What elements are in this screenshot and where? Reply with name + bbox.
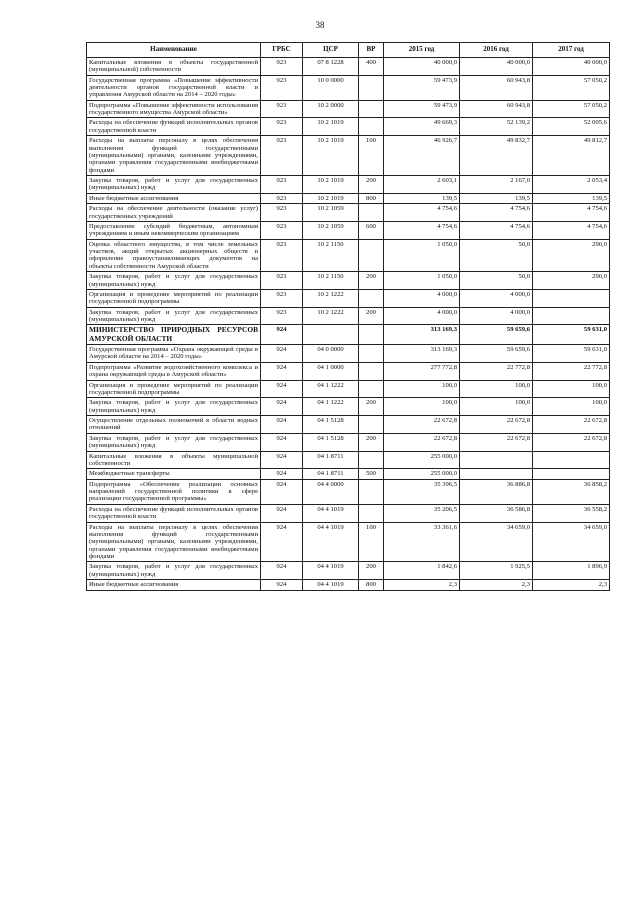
cell-grbs: 924 [261, 522, 303, 562]
table-row [87, 562, 610, 580]
cell-vr: 500 [359, 469, 384, 479]
cell-csr: 10 2 1059 [303, 221, 359, 239]
cell-vr: 400 [359, 57, 384, 75]
cell-grbs: 923 [261, 307, 303, 325]
header-2016: 2016 год [460, 43, 533, 58]
cell-2015: 59 473,9 [384, 100, 460, 118]
cell-2016: 50,0 [460, 239, 533, 272]
cell-csr: 04 4 0000 [303, 479, 359, 504]
cell-vr: 200 [359, 272, 384, 290]
table-row [87, 479, 610, 504]
cell-2017: 57 050,2 [533, 75, 610, 100]
cell-2016: 40 000,0 [460, 57, 533, 75]
cell-2016: 4 754,6 [460, 204, 533, 222]
cell-2016: 22 672,8 [460, 416, 533, 434]
cell-grbs: 924 [261, 380, 303, 398]
cell-csr: 04 1 1222 [303, 398, 359, 416]
cell-2015: 139,5 [384, 193, 460, 203]
cell-name: Межбюджетные трансферты [87, 469, 261, 479]
cell-2016: 100,0 [460, 380, 533, 398]
cell-2017: 139,5 [533, 193, 610, 203]
cell-grbs: 923 [261, 204, 303, 222]
cell-csr: 10 0 0000 [303, 75, 359, 100]
cell-2017 [533, 289, 610, 307]
cell-csr: 10 2 1019 [303, 193, 359, 203]
cell-2015: 1 050,0 [384, 272, 460, 290]
cell-csr: 04 4 1019 [303, 580, 359, 590]
table-row [87, 416, 610, 434]
cell-csr: 10 2 1059 [303, 204, 359, 222]
cell-name: Организация и проведение мероприятий по реализации государственной подпрограммы [87, 289, 261, 307]
cell-csr: 04 1 0000 [303, 362, 359, 380]
cell-2017: 57 050,2 [533, 100, 610, 118]
cell-grbs: 923 [261, 118, 303, 136]
cell-2015: 46 926,7 [384, 136, 460, 176]
cell-csr: 04 1 8711 [303, 469, 359, 479]
cell-2015: 2 603,1 [384, 176, 460, 194]
cell-2015: 277 772,8 [384, 362, 460, 380]
cell-2015: 35 396,5 [384, 479, 460, 504]
cell-grbs: 923 [261, 75, 303, 100]
cell-grbs: 924 [261, 398, 303, 416]
table-row [87, 504, 610, 522]
cell-name: Закупка товаров, работ и услуг для государственных (муниципальных) нужд [87, 433, 261, 451]
table-row [87, 272, 610, 290]
cell-2016: 2 167,0 [460, 176, 533, 194]
header-csr: ЦСР [303, 43, 359, 58]
cell-vr: 800 [359, 580, 384, 590]
cell-2017: 59 631,0 [533, 325, 610, 345]
table-row [87, 325, 610, 345]
cell-csr: 10 2 1019 [303, 176, 359, 194]
cell-2017: 22 672,8 [533, 416, 610, 434]
cell-2017: 22 672,8 [533, 433, 610, 451]
table-row [87, 380, 610, 398]
cell-2017: 59 631,0 [533, 345, 610, 363]
cell-vr: 600 [359, 221, 384, 239]
cell-name: Расходы на обеспечение деятельности (оказание услуг) государственных учреждений [87, 204, 261, 222]
cell-vr [359, 100, 384, 118]
cell-name: Иные бюджетные ассигнования [87, 580, 261, 590]
cell-2016: 36 586,8 [460, 504, 533, 522]
cell-2016: 60 943,8 [460, 75, 533, 100]
cell-2016: 2,3 [460, 580, 533, 590]
table-body [87, 57, 610, 590]
cell-2016: 4 754,6 [460, 221, 533, 239]
cell-vr [359, 289, 384, 307]
table-row [87, 469, 610, 479]
cell-grbs: 923 [261, 272, 303, 290]
cell-2017 [533, 451, 610, 469]
cell-grbs: 924 [261, 451, 303, 469]
cell-2015: 40 000,0 [384, 57, 460, 75]
cell-grbs: 923 [261, 289, 303, 307]
cell-2016: 59 659,6 [460, 325, 533, 345]
cell-2015: 313 169,3 [384, 325, 460, 345]
table-row [87, 100, 610, 118]
cell-vr [359, 362, 384, 380]
cell-grbs: 924 [261, 580, 303, 590]
cell-2016: 52 139,2 [460, 118, 533, 136]
cell-csr: 04 4 1019 [303, 504, 359, 522]
table-row [87, 176, 610, 194]
cell-2016 [460, 469, 533, 479]
table-row [87, 345, 610, 363]
cell-2017: 100,0 [533, 398, 610, 416]
cell-2016: 60 943,8 [460, 100, 533, 118]
cell-vr [359, 504, 384, 522]
cell-2016: 49 832,7 [460, 136, 533, 176]
cell-vr: 100 [359, 136, 384, 176]
cell-name: Закупка товаров, работ и услуг для государственных (муниципальных) нужд [87, 176, 261, 194]
cell-2017: 40 000,0 [533, 57, 610, 75]
cell-name: Расходы на обеспечение функций исполнительных органов государственной власти [87, 118, 261, 136]
cell-2015: 2,3 [384, 580, 460, 590]
page-number: 38 [315, 20, 325, 30]
cell-2017: 290,0 [533, 272, 610, 290]
cell-csr: 04 1 5128 [303, 433, 359, 451]
cell-grbs: 924 [261, 479, 303, 504]
table-row [87, 75, 610, 100]
cell-2015: 255 000,0 [384, 469, 460, 479]
cell-grbs: 923 [261, 221, 303, 239]
cell-csr: 10 2 1019 [303, 118, 359, 136]
table-row [87, 398, 610, 416]
cell-vr: 200 [359, 562, 384, 580]
cell-name: Подпрограмма «Повышение эффективности использования государственного имущества Амурской области» [87, 100, 261, 118]
cell-2017: 100,0 [533, 380, 610, 398]
table-row [87, 433, 610, 451]
cell-2016: 36 886,8 [460, 479, 533, 504]
cell-csr: 10 2 0000 [303, 100, 359, 118]
table-row [87, 289, 610, 307]
cell-vr [359, 345, 384, 363]
cell-vr [359, 239, 384, 272]
cell-2016: 22 772,8 [460, 362, 533, 380]
cell-2015: 22 672,8 [384, 416, 460, 434]
cell-vr [359, 451, 384, 469]
cell-2015: 22 672,8 [384, 433, 460, 451]
cell-2015: 4 754,6 [384, 204, 460, 222]
cell-csr: 04 1 1222 [303, 380, 359, 398]
cell-2015: 313 169,3 [384, 345, 460, 363]
cell-grbs: 923 [261, 57, 303, 75]
cell-grbs: 924 [261, 433, 303, 451]
cell-name: Государственная программа «Охрана окружающей среды в Амурской области на 2014 – 2020 годы» [87, 345, 261, 363]
cell-grbs: 924 [261, 325, 303, 345]
cell-csr: 04 0 0000 [303, 345, 359, 363]
cell-grbs: 924 [261, 562, 303, 580]
cell-2017: 2,3 [533, 580, 610, 590]
cell-vr [359, 118, 384, 136]
header-name: Наименование [87, 43, 261, 58]
header-2017: 2017 год [533, 43, 610, 58]
header-grbs: ГРБС [261, 43, 303, 58]
cell-2015: 1 842,6 [384, 562, 460, 580]
cell-csr: 10 2 1222 [303, 289, 359, 307]
table-row [87, 522, 610, 562]
cell-vr: 200 [359, 176, 384, 194]
cell-csr: 04 4 1019 [303, 562, 359, 580]
cell-name: Осуществление отдельных полномочий в области водных отношений [87, 416, 261, 434]
cell-2016: 59 659,6 [460, 345, 533, 363]
cell-grbs: 924 [261, 504, 303, 522]
cell-vr [359, 416, 384, 434]
cell-csr: 04 4 1019 [303, 522, 359, 562]
cell-2016: 4 000,0 [460, 289, 533, 307]
cell-vr: 200 [359, 307, 384, 325]
cell-2016: 22 672,8 [460, 433, 533, 451]
cell-name: Организация и проведение мероприятий по реализации государственной подпрограммы [87, 380, 261, 398]
cell-vr: 800 [359, 193, 384, 203]
cell-grbs: 924 [261, 469, 303, 479]
cell-2017: 22 772,8 [533, 362, 610, 380]
cell-name: Капитальные вложения в объекты муниципальной собственности [87, 451, 261, 469]
cell-vr [359, 380, 384, 398]
table-row [87, 451, 610, 469]
cell-2015: 4 000,0 [384, 289, 460, 307]
cell-2017 [533, 469, 610, 479]
cell-name: Закупка товаров, работ и услуг для государственных (муниципальных) нужд [87, 307, 261, 325]
cell-vr: 100 [359, 522, 384, 562]
cell-2017: 4 754,6 [533, 221, 610, 239]
cell-2015: 1 050,0 [384, 239, 460, 272]
table-row [87, 239, 610, 272]
cell-vr [359, 204, 384, 222]
table-row [87, 580, 610, 590]
cell-csr [303, 325, 359, 345]
cell-grbs: 924 [261, 345, 303, 363]
cell-2017: 34 659,0 [533, 522, 610, 562]
cell-vr: 200 [359, 398, 384, 416]
table-row [87, 57, 610, 75]
cell-2015: 4 000,0 [384, 307, 460, 325]
cell-2015: 4 754,6 [384, 221, 460, 239]
cell-name: Предоставление субсидий бюджетным, автономным учреждениям и иным некоммерческим организациям [87, 221, 261, 239]
cell-2016: 100,0 [460, 398, 533, 416]
cell-2015: 49 669,3 [384, 118, 460, 136]
budget-table [86, 42, 610, 591]
cell-2015: 33 361,6 [384, 522, 460, 562]
cell-2016: 4 000,0 [460, 307, 533, 325]
cell-2017 [533, 307, 610, 325]
header-vr: ВР [359, 43, 384, 58]
table-row [87, 221, 610, 239]
cell-name: Капитальные вложения в объекты государственной (муниципальной) собственности [87, 57, 261, 75]
cell-vr [359, 325, 384, 345]
cell-2015: 100,0 [384, 380, 460, 398]
cell-name: Государственная программа «Повышение эффективности деятельности органов государственной власти и управления Амурской области на 2014 – 2020 годы» [87, 75, 261, 100]
cell-2016: 1 925,5 [460, 562, 533, 580]
cell-2017: 49 812,7 [533, 136, 610, 176]
cell-2017: 2 053,4 [533, 176, 610, 194]
cell-csr: 10 2 1150 [303, 239, 359, 272]
cell-grbs: 923 [261, 239, 303, 272]
cell-name: Закупка товаров, работ и услуг для государственных (муниципальных) нужд [87, 562, 261, 580]
table-row [87, 193, 610, 203]
cell-grbs: 923 [261, 136, 303, 176]
table-row [87, 204, 610, 222]
table-row [87, 118, 610, 136]
cell-name: Закупка товаров, работ и услуг для государственных (муниципальных) нужд [87, 398, 261, 416]
cell-2016: 50,0 [460, 272, 533, 290]
cell-2016 [460, 451, 533, 469]
cell-csr: 04 1 5128 [303, 416, 359, 434]
table-row [87, 136, 610, 176]
cell-name: Подпрограмма «Развитие водохозяйственного комплекса и охрана окружающей среды в Амурской области» [87, 362, 261, 380]
header-2015: 2015 год [384, 43, 460, 58]
cell-grbs: 923 [261, 100, 303, 118]
cell-vr [359, 75, 384, 100]
cell-grbs: 924 [261, 416, 303, 434]
cell-name: МИНИСТЕРСТВО ПРИРОДНЫХ РЕСУРСОВ АМУРСКОЙ ОБЛАСТИ [87, 325, 261, 345]
cell-2017: 4 754,6 [533, 204, 610, 222]
cell-grbs: 924 [261, 362, 303, 380]
cell-2015: 59 473,9 [384, 75, 460, 100]
cell-csr: 07 8 1228 [303, 57, 359, 75]
cell-2015: 100,0 [384, 398, 460, 416]
cell-name: Расходы на обеспечение функций исполнительных органов государственной власти [87, 504, 261, 522]
cell-2017: 36 858,2 [533, 479, 610, 504]
cell-name: Иные бюджетные ассигнования [87, 193, 261, 203]
cell-2017: 290,0 [533, 239, 610, 272]
cell-csr: 04 1 8711 [303, 451, 359, 469]
cell-2015: 35 206,5 [384, 504, 460, 522]
cell-grbs: 923 [261, 176, 303, 194]
cell-2017: 36 558,2 [533, 504, 610, 522]
table-row [87, 362, 610, 380]
cell-grbs: 923 [261, 193, 303, 203]
cell-name: Закупка товаров, работ и услуг для государственных (муниципальных) нужд [87, 272, 261, 290]
cell-2017: 1 896,9 [533, 562, 610, 580]
cell-name: Расходы на выплаты персоналу в целях обеспечения выполнения функций государственными (муниципальными) органами, казенными учреждениями, органами управления государственными внебюджетными фондами [87, 136, 261, 176]
table-header-row [87, 43, 610, 58]
cell-csr: 10 2 1150 [303, 272, 359, 290]
table-row [87, 307, 610, 325]
cell-2016: 139,5 [460, 193, 533, 203]
cell-csr: 10 2 1222 [303, 307, 359, 325]
cell-vr [359, 479, 384, 504]
cell-name: Расходы на выплаты персоналу в целях обеспечения выполнения функций государственными (муниципальными) органами, казенными учреждениями, органами управления государственными внебюджетными фондами [87, 522, 261, 562]
cell-vr: 200 [359, 433, 384, 451]
cell-name: Подпрограмма «Обеспечение реализации основных направлений государственной политики в сфере реализации государственной программы» [87, 479, 261, 504]
cell-name: Оценка областного имущества, в том числе земельных участков, акций открытых акционерных обществ и оформление правоустанавливающих документов на объекты собственности Амурской области [87, 239, 261, 272]
cell-2016: 34 659,0 [460, 522, 533, 562]
cell-2017: 52 005,6 [533, 118, 610, 136]
cell-csr: 10 2 1019 [303, 136, 359, 176]
cell-2015: 255 000,0 [384, 451, 460, 469]
